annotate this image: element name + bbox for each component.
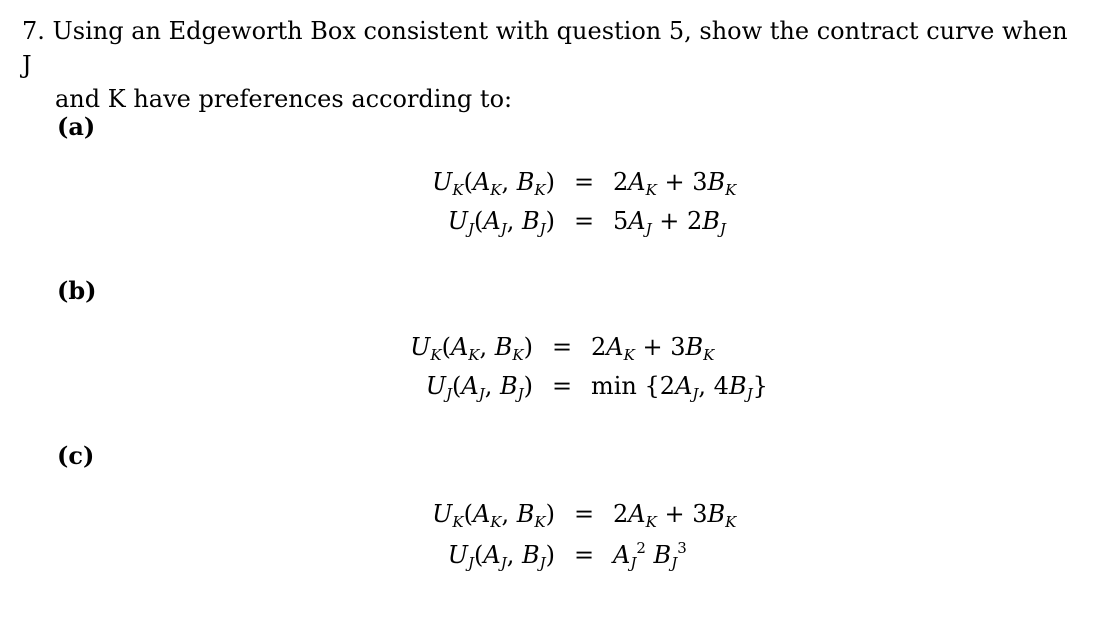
equation-rhs: $\min \{2A_J$, $4B_J$} [591,372,768,403]
equals-sign: = [551,372,573,400]
equation-block-c [400,500,736,578]
equation-row [378,333,768,372]
equals-sign: = [573,500,595,528]
equation-row [400,207,736,246]
equals-sign: = [573,207,595,235]
equation-row [378,372,768,411]
equation-rhs: $2A_K + 3B_K$ [613,168,737,199]
equation-lhs: $U_K(A_K$, $B_K$) [432,168,555,199]
question-line-2: and K have preferences according to: [55,85,513,113]
equation-lhs: $U_K(A_K$, $B_K$) [432,500,555,531]
equation-row [400,539,736,578]
equals-sign: = [573,541,595,569]
equation-lhs: $U_J(A_J$, $B_J$) [447,541,555,572]
equation-lhs: $U_K(A_K$, $B_K$) [410,333,533,364]
equals-sign: = [573,168,595,196]
part-label-c: (c) [57,441,95,470]
equation-rhs: $5A_J + 2B_J$ [613,207,726,238]
equation-block-a [400,168,736,246]
equation-row [400,500,736,539]
equation-row [400,168,736,207]
equation-rhs: $2A_K + 3B_K$ [591,333,715,364]
question-text [22,14,1082,116]
equals-sign: = [551,333,573,361]
equation-block-b [378,333,768,411]
equation-rhs: $2A_K + 3B_K$ [613,500,737,531]
question-line-1: 7. Using an Edgeworth Box consistent with question 5, show the contract curve when J [22,17,1068,79]
part-label-b: (b) [57,276,97,305]
equation-lhs: $U_J(A_J$, $B_J$) [425,372,533,403]
part-label-a: (a) [57,112,96,141]
equation-lhs: $U_J(A_J$, $B_J$) [447,207,555,238]
equation-rhs: $A_J^2$ $B_J^3$ [613,539,687,572]
